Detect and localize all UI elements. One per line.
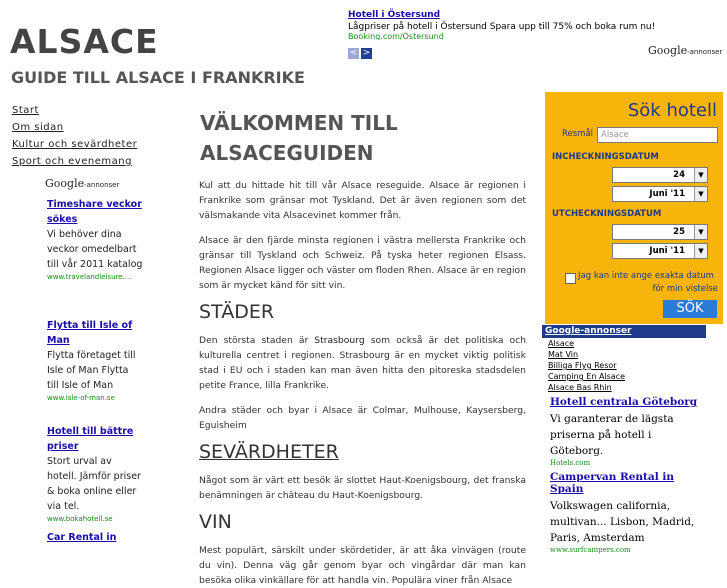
nav-link-sport[interactable]: Sport och evenemang [12, 156, 132, 167]
google-logo-text: Google [45, 177, 85, 190]
ad-link-billiga-flyg[interactable]: Billiga Flyg Resor [548, 361, 617, 370]
ad-link-alsace[interactable]: Alsace [548, 339, 575, 348]
flexible-dates-checkbox[interactable] [565, 273, 576, 284]
checkin-day-value: 24 [673, 170, 685, 180]
hotel-search-title: Sök hotell [627, 100, 717, 121]
nav-link-kultur[interactable]: Kultur och sevärdheter [12, 139, 138, 150]
section-heading-stader: STÄDER [199, 301, 275, 323]
left-ad-url-link[interactable]: www.isle-of-man.se [47, 394, 115, 402]
ad-links-list [542, 338, 706, 393]
left-ad-description: Flytta företaget till Isle of Man Flytta till Isle of Man [47, 350, 136, 391]
cities-paragraph [199, 333, 526, 393]
site-title: ALSACE [10, 22, 159, 61]
left-ad-description: Stort urval av hotell. Jämför priser & boka online eller via tel. [47, 456, 141, 512]
right-ad-title-link[interactable]: Hotell centrala Göteborg [550, 396, 698, 408]
hotel-search-widget [545, 92, 723, 324]
right-ad-2 [550, 471, 706, 555]
flexible-dates-label-2: för min vistelse [652, 284, 718, 294]
ad-link-mat-vin[interactable]: Mat Vin [548, 350, 579, 359]
right-ad-url-link[interactable]: Hotels.com [550, 459, 591, 467]
google-ads-label[interactable] [648, 44, 722, 57]
sights-paragraph: Något som är värt ett besök är slottet Haut-Koenigsbourg, det franska benämningen är château du Haut-Koenigsbourg. [199, 475, 526, 501]
checkin-month-select[interactable] [612, 186, 708, 202]
left-ad-2 [47, 318, 143, 403]
checkin-day-select[interactable] [612, 167, 708, 183]
right-ad-url-link[interactable]: www.surfcampers.com [550, 546, 631, 554]
region-paragraph: Alsace är den fjärde minsta regionen i västra mellersta Frankrike och gränsar till Tyskland och Schweiz. På tyska heter regionen Elsass. Regionen Alsace ligger och väster om floden Rhen. Alsace är en region som är mycket känd för sitt vin. [199, 235, 526, 291]
chevron-down-icon: ▼ [694, 225, 707, 239]
nav-link-start[interactable]: Start [12, 105, 39, 116]
left-ad-title-link[interactable]: Hotell till bättre priser [47, 426, 134, 452]
site-subtitle: GUIDE TILL ALSACE I FRANKRIKE [11, 68, 305, 87]
google-ads-header-link[interactable]: Google-annonser [542, 325, 706, 338]
right-ad-description: Volkswagen california, multivan... Lisbon, Madrid, Paris, Amsterdam [550, 500, 695, 544]
ad-link-camping[interactable]: Camping En Alsace [548, 372, 626, 381]
left-ad-1 [47, 197, 143, 282]
checkin-month-value: Juni '11 [649, 189, 685, 199]
left-ad-description: Vi behöver dina veckor omedelbart till vår 2011 katalog [47, 229, 143, 270]
ad-prev-button[interactable]: < [349, 48, 358, 58]
left-ad-3 [47, 424, 143, 524]
chevron-down-icon: ▼ [694, 187, 707, 201]
wine-paragraph: Mest populärt, särskilt under skördetider, är att åka vinvägen (route du vin). Denna väg går genom byar och vingårdar där man kan besöka olika vinkällare för att handla vin. Populära viner från Alsace [199, 545, 526, 586]
annonser-label: -annonser [84, 181, 120, 189]
ad-link-bas-rhin[interactable]: Alsace Bas Rhin [548, 383, 612, 392]
left-google-ads-label[interactable] [45, 177, 119, 190]
right-ad-title-link[interactable]: Campervan Rental in Spain [550, 471, 674, 495]
ad-next-button[interactable]: > [362, 48, 371, 58]
chevron-down-icon: ▼ [694, 168, 707, 182]
chevron-down-icon: ▼ [694, 244, 707, 258]
top-ad-description: Lågpriser på hotell i Östersund Spara upp till 75% och boka rum nu! [348, 22, 656, 32]
right-ad-1 [550, 396, 706, 468]
left-ad-4 [47, 530, 143, 545]
checkout-day-value: 25 [673, 227, 685, 237]
section-heading-vin: VIN [199, 511, 232, 533]
google-logo-text: Google [648, 44, 688, 57]
right-ads-block [542, 325, 706, 555]
intro-paragraph: Kul att du hittade hit till vår Alsace reseguide. Alsace är regionen i Frankrike som gränsar mot Tyskland. Det är även regionen som det välsmakande vita Alsacevinet kommer från. [199, 180, 526, 221]
flexible-dates-label: Jag kan inte ange exakta datum [578, 271, 714, 281]
left-ad-title-link[interactable]: Car Rental in [47, 532, 117, 543]
left-ad-url-link[interactable]: www.bokahotell.se [47, 515, 113, 523]
left-ad-url-link[interactable]: www.travelandleisure.... [47, 273, 132, 281]
checkout-month-value: Juni '11 [649, 246, 685, 256]
destination-label: Resmål [562, 129, 594, 139]
checkout-month-select[interactable] [612, 243, 708, 259]
main-content [199, 108, 526, 588]
checkout-day-select[interactable] [612, 224, 708, 240]
left-ad-title-link[interactable]: Timeshare veckor sökes [47, 199, 142, 225]
section-heading-sevardheter-link[interactable]: SEVÄRDHETER [199, 441, 339, 463]
towns-paragraph: Andra städer och byar i Alsace är Colmar, Mulhouse, Kaysersberg, Eguisheim [199, 405, 526, 431]
checkout-label: UTCHECKNINGSDATUM [552, 209, 662, 219]
nav-link-om-sidan[interactable]: Om sidan [12, 122, 64, 133]
page-heading: VÄLKOMMEN TILL ALSACEGUIDEN [200, 111, 398, 165]
cities-text: Den största staden är [199, 335, 315, 346]
checkin-label: INCHECKNINGSDATUM [552, 152, 659, 162]
top-ad-url-link[interactable]: Booking.com/Östersund [348, 32, 444, 40]
destination-input[interactable]: Alsace [597, 127, 718, 143]
top-ad-title-link[interactable]: Hotell i Östersund [348, 10, 441, 20]
search-button[interactable]: SÖK [663, 300, 717, 318]
annonser-label: -annonser [687, 48, 723, 56]
cities-text: som också är det politiska och kulturella centret i regionen. Strasbourg är en mycket viktig politisk stad i EU och i staden kan man även hitta den pitoreska stadsdelen petite France, lilla Frankrike. [199, 335, 526, 391]
left-ad-title-link[interactable]: Flytta till Isle of Man [47, 320, 133, 346]
strasbourg-link[interactable]: Strasbourg [314, 335, 365, 346]
right-ad-description: Vi garanterar de lägsta priserna på hotell i Göteborg. [550, 413, 674, 457]
left-navigation [12, 102, 137, 170]
